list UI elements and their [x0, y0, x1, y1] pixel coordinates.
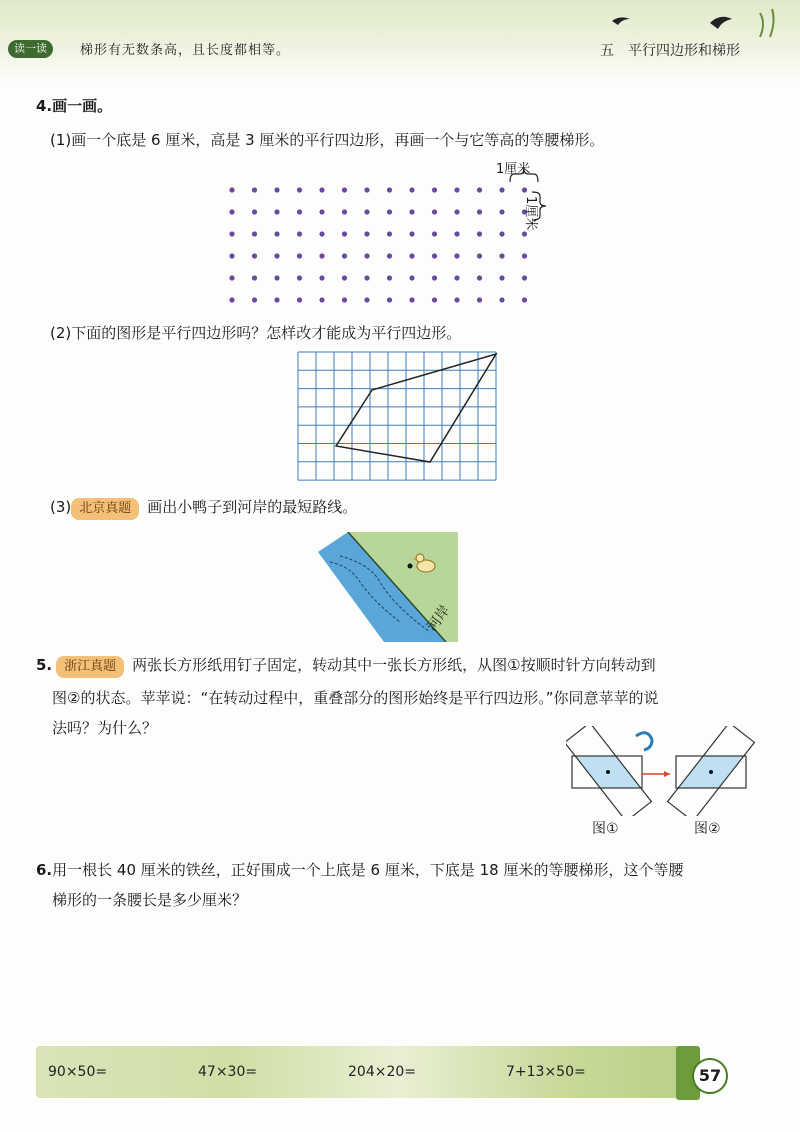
grid-dot	[522, 231, 527, 236]
grid-dot	[297, 253, 302, 258]
q5-line1	[36, 655, 656, 678]
beijing-exam-tag: 北京真题	[71, 498, 139, 520]
grid-dot	[477, 275, 482, 280]
grid-dot	[364, 187, 369, 192]
grid-dot	[409, 209, 414, 214]
q4-part2: (2)下面的图形是平行四边形吗？怎样改才能成为平行四边形。	[50, 324, 462, 342]
dot-grid[interactable]	[220, 160, 580, 310]
q6-line2: 梯形的一条腰长是多少厘米？	[52, 891, 248, 909]
grid-dot	[477, 297, 482, 302]
zhejiang-exam-tag: 浙江真题	[56, 656, 124, 678]
q5-line3: 法吗？为什么？	[52, 719, 158, 737]
q4-part1: (1)画一个底是 6 厘米，高是 3 厘米的平行四边形，再画一个与它等高的等腰梯形。	[50, 131, 605, 149]
q4-title-text: 画一画。	[52, 97, 113, 115]
grid-dot	[252, 297, 257, 302]
calc-2[interactable]: 47×30=	[198, 1064, 258, 1080]
grid-dot	[499, 253, 504, 258]
header-tip: 梯形有无数条高，且长度都相等。	[80, 43, 291, 58]
grid-dot	[477, 231, 482, 236]
grid-dot	[229, 187, 234, 192]
grid-dot	[274, 209, 279, 214]
grid-dot	[252, 275, 257, 280]
grid-dot	[342, 231, 347, 236]
grid-dot	[252, 253, 257, 258]
grid-dot	[454, 275, 459, 280]
figure-1	[566, 726, 651, 816]
grid-dot	[297, 275, 302, 280]
grid-dot	[409, 231, 414, 236]
read-badge: 读一读	[8, 40, 53, 58]
unit-label-vertical: 1厘米	[523, 196, 538, 231]
calc-3[interactable]: 204×20=	[348, 1064, 416, 1080]
figure-2-label: 图②	[694, 821, 721, 837]
grid-dot	[342, 253, 347, 258]
grid-dot	[409, 275, 414, 280]
grid-dot	[252, 209, 257, 214]
grid-dot	[252, 231, 257, 236]
grid-dot	[364, 253, 369, 258]
grid-dot	[432, 253, 437, 258]
square-grid[interactable]	[296, 350, 500, 484]
duck-point	[408, 564, 413, 569]
grid-dot	[499, 187, 504, 192]
birds-decoration	[560, 5, 800, 45]
grid-lines	[298, 352, 496, 480]
grid-dot	[364, 275, 369, 280]
grid-dot	[387, 187, 392, 192]
q4-title	[36, 96, 112, 116]
grid-dot	[319, 297, 324, 302]
unit-label-horizontal: 1厘米	[496, 162, 531, 177]
calc-1[interactable]: 90×50=	[48, 1064, 108, 1080]
grid-dot	[522, 275, 527, 280]
grid-dot	[274, 253, 279, 258]
grid-dot	[387, 275, 392, 280]
grid-dot	[252, 187, 257, 192]
grid-dot	[387, 253, 392, 258]
grid-dot	[319, 275, 324, 280]
grid-dot	[454, 209, 459, 214]
grid-dot	[499, 209, 504, 214]
grid-dot	[499, 297, 504, 302]
grid-dot	[342, 209, 347, 214]
dot-grid-points	[229, 187, 527, 302]
grid-dot	[319, 253, 324, 258]
grid-dot	[274, 187, 279, 192]
grid-dot	[297, 187, 302, 192]
grid-dot	[319, 187, 324, 192]
grid-dot	[454, 187, 459, 192]
grid-dot	[364, 209, 369, 214]
grid-dot	[229, 209, 234, 214]
chapter-title: 五 平行四边形和梯形	[600, 43, 740, 59]
clockwise-arrow-icon	[636, 733, 652, 750]
q5-line1-text: 两张长方形纸用钉子固定，转动其中一张长方形纸，从图①按顺时针方向转动到	[132, 656, 656, 674]
grid-dot	[319, 231, 324, 236]
grid-dot	[409, 187, 414, 192]
grid-dot	[409, 297, 414, 302]
grid-dot	[454, 297, 459, 302]
grid-dot	[387, 231, 392, 236]
grid-dot	[522, 297, 527, 302]
grid-dot	[409, 253, 414, 258]
rotation-figures[interactable]	[566, 726, 756, 816]
grid-dot	[454, 253, 459, 258]
q5-number: 5.	[36, 656, 53, 674]
grid-dot	[499, 231, 504, 236]
grid-dot	[229, 253, 234, 258]
q4-part3-prefix: (3)	[50, 498, 72, 516]
grid-dot	[432, 297, 437, 302]
grid-dot	[364, 297, 369, 302]
q4-number: 4.	[36, 97, 53, 115]
grid-dot	[432, 275, 437, 280]
grid-dot	[274, 275, 279, 280]
grid-dot	[342, 275, 347, 280]
q6-number: 6.	[36, 861, 53, 879]
grid-dot	[229, 275, 234, 280]
grid-dot	[477, 187, 482, 192]
grid-dot	[387, 297, 392, 302]
grid-dot	[319, 209, 324, 214]
grid-dot	[432, 231, 437, 236]
page-number: 57	[692, 1058, 728, 1094]
grid-dot	[454, 231, 459, 236]
q4-part3-text: 画出小鸭子到河岸的最短路线。	[147, 498, 358, 516]
grid-dot	[229, 231, 234, 236]
grid-dot	[274, 231, 279, 236]
grid-dot	[432, 209, 437, 214]
grid-dot	[274, 297, 279, 302]
grid-dot	[432, 187, 437, 192]
grid-dot	[387, 209, 392, 214]
q5-line2: 图②的状态。苹苹说：“在转动过程中，重叠部分的图形始终是平行四边形。”你同意苹苹的说	[52, 689, 659, 707]
grid-dot	[297, 231, 302, 236]
grid-dot	[522, 253, 527, 258]
grid-dot	[364, 231, 369, 236]
grid-dot	[477, 209, 482, 214]
river-bank-label: 河岸	[424, 602, 454, 635]
q4-part3	[50, 497, 357, 520]
figure-1-label: 图①	[592, 821, 619, 837]
q6-line1	[36, 860, 683, 880]
grid-dot	[229, 297, 234, 302]
grid-dot	[342, 187, 347, 192]
grid-dot	[499, 275, 504, 280]
grid-dot	[477, 253, 482, 258]
grid-dot	[342, 297, 347, 302]
grid-dot	[522, 187, 527, 192]
grid-dot	[297, 297, 302, 302]
calc-4[interactable]: 7+13×50=	[506, 1064, 586, 1080]
q6-line1-text: 用一根长 40 厘米的铁丝，正好围成一个上底是 6 厘米，下底是 18 厘米的等腰梯形，这个等腰	[52, 861, 684, 879]
grid-dot	[297, 209, 302, 214]
figure-2	[668, 726, 755, 816]
